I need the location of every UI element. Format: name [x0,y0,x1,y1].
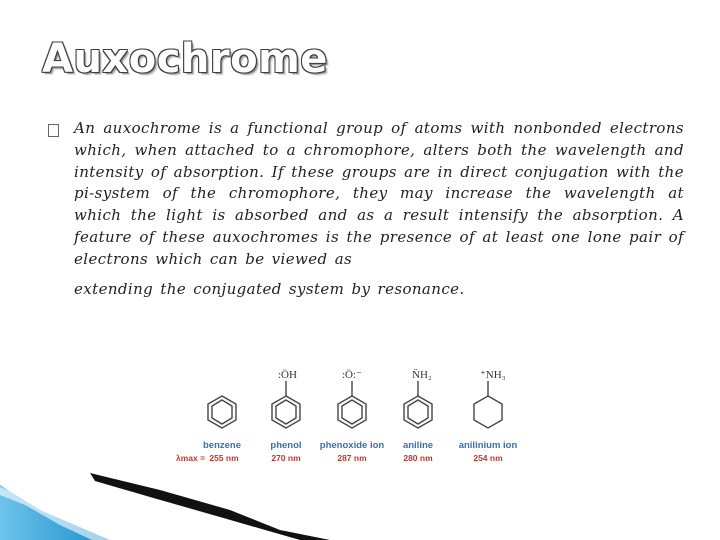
paragraph-end: extending the conjugated system by resonance. [74,280,465,298]
molecule-aniline [404,369,432,428]
lambda-value: 287 nm [337,453,367,463]
molecule-anilinium [474,369,506,428]
molecule-benzene [208,396,236,428]
molecule-name: phenol [270,440,302,451]
lambda-value: 280 nm [403,453,433,463]
lambda-value: 270 nm [271,453,301,463]
molecule-name: benzene [202,440,242,451]
molecule-name: phenoxide ion [319,440,385,451]
group-label-anilinium: ⁺NH₃ [480,369,506,381]
group-label-aniline: N̈H₂ [412,369,432,381]
lambda-max-label: λmax = [176,453,206,463]
group-label-phenol: :ÖH [278,369,297,381]
molecule-name: aniline [402,440,434,451]
group-label-phenoxide: :Ö:⁻ [342,369,362,381]
bullet-icon [48,124,59,137]
lambda-value: 255 nm [209,453,239,463]
molecule-phenoxide [338,369,366,428]
molecule-phenol [272,369,300,428]
paragraph: An auxochrome is a functional group of atoms with nonbonded electrons which, when attached to a chromophore, alters both the wavelength and intensity of absorption. If these groups are in direct conjugation with the pi-system of the chromophore, they may increase the wavelength at which the light is absorbed and as a result intensify the absorption. A feature of these auxochromes is the presence of at least one lone pair of electrons which can be viewed as [74,119,684,268]
molecule-name: anilinium ion [458,440,518,451]
decorative-swoosh [0,455,720,540]
slide-title: Auxochrome [42,36,328,82]
lambda-value: 254 nm [473,453,503,463]
